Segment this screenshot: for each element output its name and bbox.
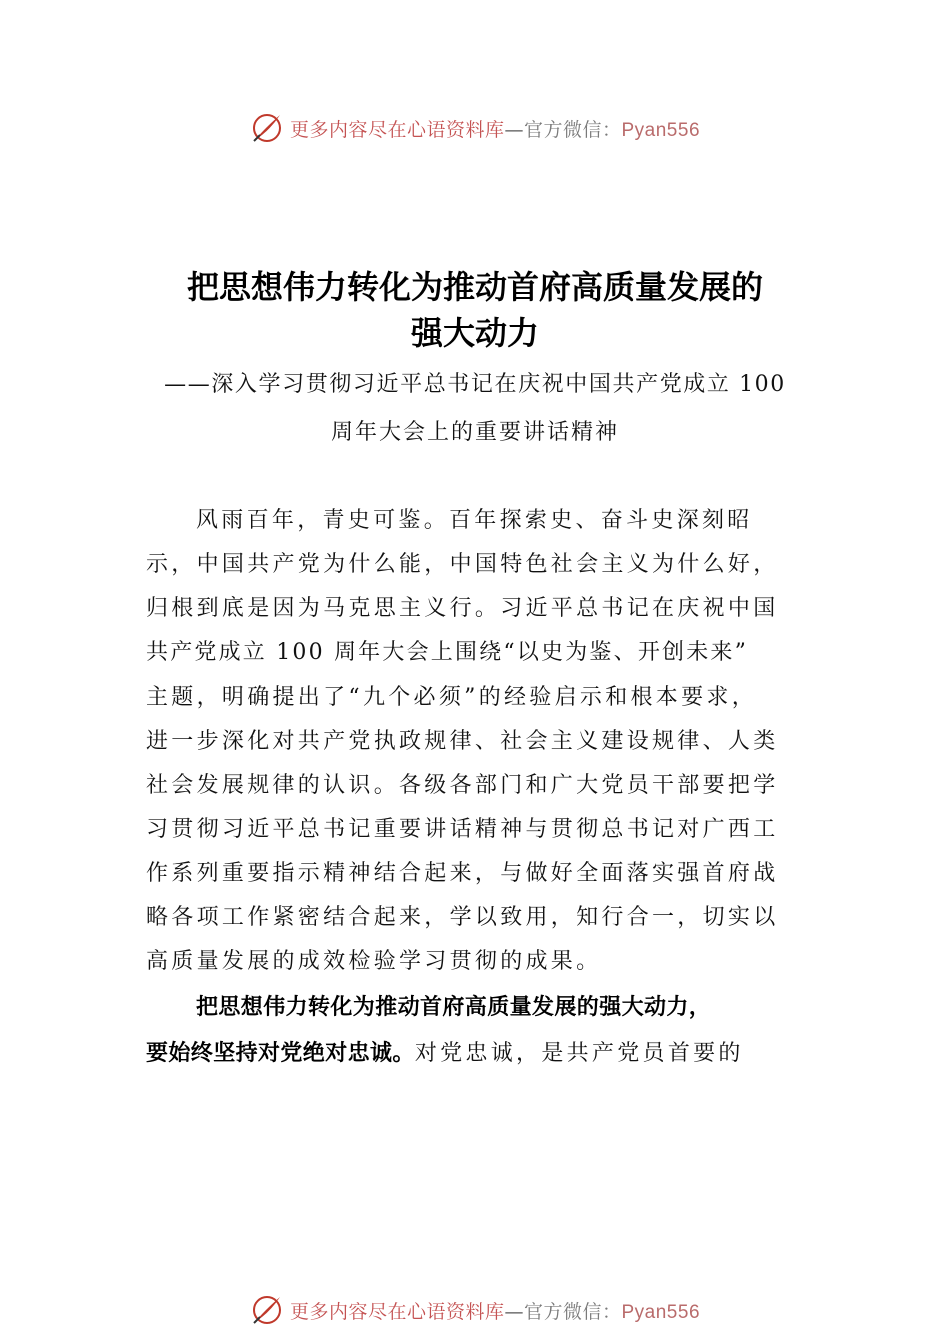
paragraph-line: 高质量发展的成效检验学习贯彻的成果。 [146,949,602,974]
paragraph-line: 习贯彻习近平总书记重要讲话精神与贯彻总书记对广西工 [146,817,779,842]
watermark-wechat-label: 官方微信： [523,118,622,141]
footer-watermark [0,1290,950,1330]
watermark-site: 更多内容尽在心语资料库 [289,118,505,141]
watermark-wechat-id: Pyan556 [621,1301,701,1323]
paragraph-line: 进一步深化对共产党执政规律、社会主义建设规律、人类 [146,729,779,754]
paragraph-line: 略各项工作紧密结合起来，学以致用，知行合一，切实以 [146,905,779,930]
document-title-line-1: 把思想伟力转化为推动首府高质量发展的 [186,268,763,306]
document-subtitle-line-1: ——深入学习贯彻习近平总书记在庆祝中国共产党成立 100 [164,372,786,397]
watermark-text [290,115,700,142]
paragraph-line: 作系列重要指示精神结合起来，与做好全面落实强首府战 [146,861,779,886]
watermark-dash: — [504,1300,524,1323]
watermark-wechat-label: 官方微信： [523,1300,622,1323]
paragraph-line: 风雨百年，青史可鉴。百年探索史、奋斗史深刻昭 [196,508,753,533]
paragraph-line-mixed [146,1039,786,1069]
quill-logo-icon [250,1293,284,1327]
paragraph-line: 主题，明确提出了“九个必须”的经验启示和根本要求， [146,685,757,710]
watermark-text [290,1297,700,1324]
paragraph-line: 共产党成立 100 周年大会上围绕“以史为鉴、开创未来” [146,640,749,665]
quill-logo-icon [250,111,284,145]
document-title-line-2: 强大动力 [410,314,539,352]
paragraph-line: 社会发展规律的认识。各级各部门和广大党员干部要把学 [146,773,779,798]
watermark-dash: — [504,118,524,141]
header-watermark [0,108,950,148]
document-subtitle-line-2: 周年大会上的重要讲话精神 [330,420,619,445]
paragraph-text: 对党忠诚，是共产党员首要的 [414,1041,744,1066]
paragraph-line: 示，中国共产党为什么能，中国特色社会主义为什么好， [146,552,779,577]
paragraph-line: 归根到底是因为马克思主义行。习近平总书记在庆祝中国 [146,596,779,621]
paragraph-bold-heading-line-2: 要始终坚持对党绝对忠诚。 [146,1041,415,1066]
paragraph-bold-heading-line-1: 把思想伟力转化为推动首府高质量发展的强大动力， [196,995,712,1020]
watermark-site: 更多内容尽在心语资料库 [289,1300,505,1323]
watermark-wechat-id: Pyan556 [621,119,701,141]
